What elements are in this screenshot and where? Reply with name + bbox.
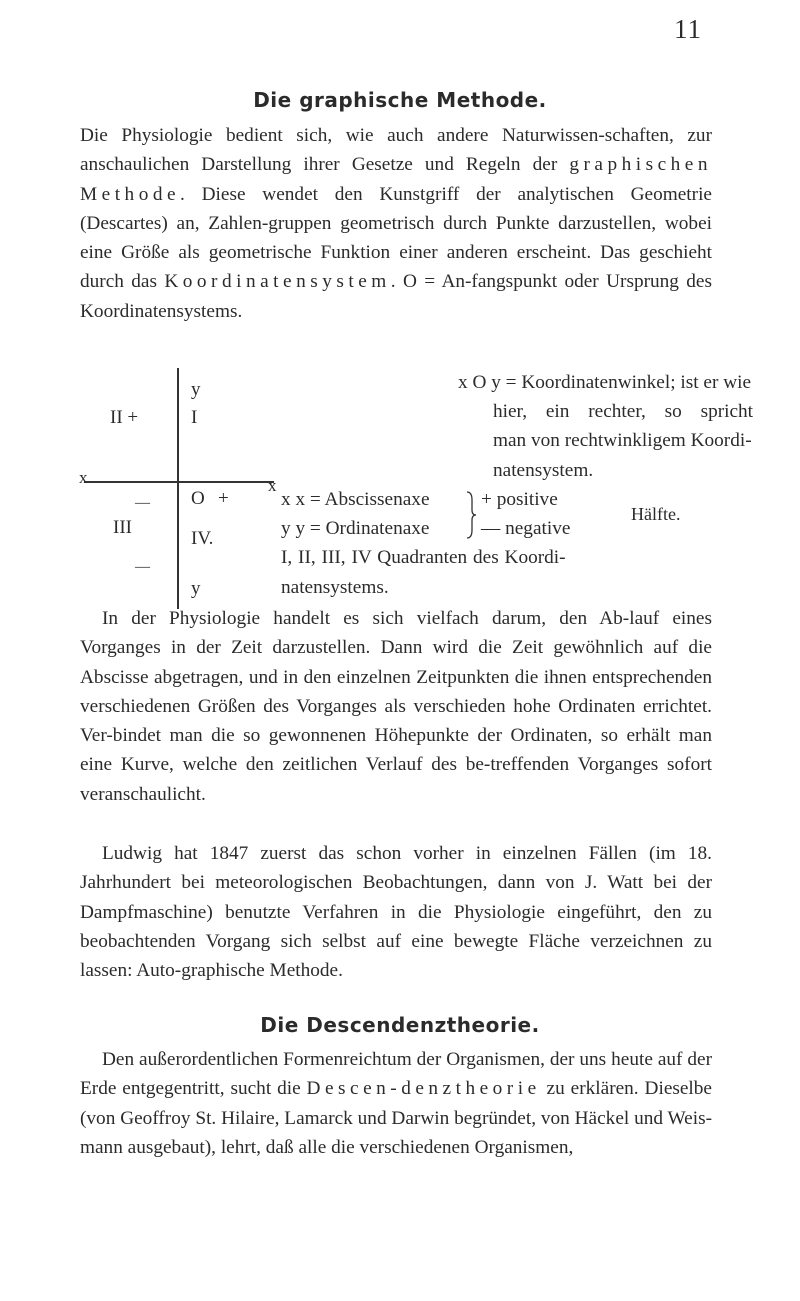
quadrant-iii-label: III: [113, 517, 132, 538]
descendenz-text-2: zu erklären. Dieselbe (von Geoffroy St. Hilaire, Lamarck und Darwin begründet, von Häckel und Weis-mann ausgebaut), lehrt, daß alle die verschiedenen Organismen,: [80, 1078, 712, 1158]
intro-text-2: . Diese wendet den Kunstgriff der analytischen Geometrie (Descartes) an, Zahlen-gruppen geometrisch durch Punkte darzustellen, wobei eine Größe als geometrische Funktion einer anderen erscheint. Das geschieht durch das: [80, 183, 712, 293]
quadrant-i-label: I: [191, 407, 198, 428]
x-axis-right-label: x: [268, 476, 277, 495]
section-heading-descendenztheorie: Die Descendenztheorie.: [260, 1013, 540, 1037]
origin-label: O: [191, 488, 205, 509]
def-positive: + positive: [481, 489, 558, 510]
page-number: 11: [674, 14, 702, 44]
def-quadrants-1: I, II, III, IV Quadranten des Koordi-: [281, 547, 566, 568]
def-coordinate-angle-1: x O y = Koordinatenwinkel; ist er wie: [458, 372, 752, 393]
intro-paragraph: [80, 121, 712, 326]
def-coordinate-angle-3: man von rechtwinkligem Koordi-: [493, 430, 752, 451]
section-heading-graphische-methode: Die graphische Methode.: [253, 88, 547, 112]
quadrant-iv-label: IV.: [191, 528, 214, 549]
quadrant-ii-label: II +: [110, 407, 139, 428]
descendenz-text-1: Den außerordentlichen Formenreichtum der Organismen, der uns heute auf der Erde entgegentritt, sucht die: [80, 1049, 712, 1100]
paragraph-descendenz: [80, 1045, 712, 1162]
def-abscissa: x x = Abscissenaxe: [281, 489, 430, 510]
minus-left-label: —: [135, 495, 150, 511]
y-axis-line: [177, 368, 179, 609]
paragraph-ludwig: Ludwig hat 1847 zuerst das schon vorher in einzelnen Fällen (im 18. Jahrhundert bei meteorologischen Beobachtungen, dann von J. Watt bei der Dampfmaschine) benutzte Verfahren in die Physiologie eingeführt, den zu beobachtenden Vorgang sich selbst auf eine bewegte Fläche verzeichnen zu lassen: Auto-graphische Methode.: [80, 843, 712, 982]
def-ordinate: y y = Ordinatenaxe: [281, 518, 430, 539]
def-quadrants-2: natensystems.: [281, 577, 389, 598]
intro-text-1: Die Physiologie bedient sich, wie auch andere Naturwissen-schaften, zur anschaulichen Darstellung ihrer Gesetze und Regeln der: [80, 125, 712, 176]
plus-right-label: +: [218, 488, 229, 509]
minus-lower-label: —: [135, 559, 150, 575]
intro-text-3: . O = An-fangspunkt oder Ursprung des Koordinatensystems.: [80, 271, 712, 322]
brace-icon: [465, 490, 477, 540]
x-axis-line: [84, 481, 274, 483]
term-graphische-methode: graphischen Methode: [80, 154, 712, 205]
def-coordinate-angle-4: natensystem.: [493, 460, 594, 481]
y-axis-bottom-label: y: [191, 578, 201, 599]
x-axis-left-label: x: [79, 468, 88, 487]
paragraph-zeitverlauf: In der Physiologie handelt es sich vielfach darum, den Ab-lauf eines Vorganges in der Zeit darzustellen. Dann wird die Zeit gewöhnlich auf die Abscisse abgetragen, und in den einzelnen Zeitpunkten die ihnen entsprechenden verschiedenen Größen des Vorganges als verschieden hohe Ordinaten errichtet. Ver-bindet man die so gewonnenen Höhepunkte der Ordinaten, so erhält man eine Kurve, welche den zeitlichen Verlauf des be-treffenden Vorganges sofort veranschaulicht.: [80, 608, 712, 805]
def-negative: — negative: [481, 518, 571, 539]
term-koordinatensystem: Koordinatensystem: [164, 271, 391, 293]
def-coordinate-angle-2: hier, ein rechter, so spricht: [493, 401, 754, 422]
term-descendenztheorie: Descen-denztheorie: [306, 1078, 541, 1100]
y-axis-top-label: y: [191, 379, 201, 400]
def-haelfte: Hälfte.: [631, 504, 681, 524]
